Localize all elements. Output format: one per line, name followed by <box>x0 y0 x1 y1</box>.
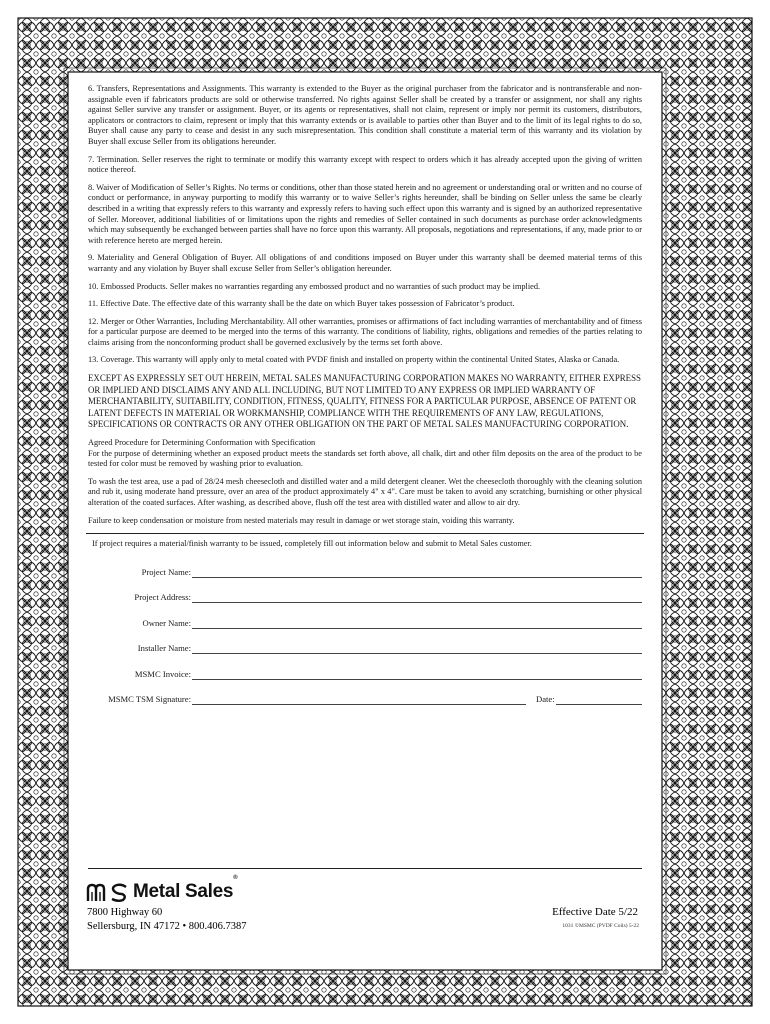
project-name-label: Project Name: <box>141 566 191 577</box>
terms-paragraph-13: 13. Coverage. This warranty will apply only to metal coated with PVDF finish and installed on property within the continental United States, Alaska or Canada. <box>88 355 620 365</box>
terms-paragraph-12: 12. Merger or Other Warranties, Including Merchantability. All other warranties, promises or affirmations of fact including warranties of merchantability and of fitness for a particular purpose are deemed to be merged into the terms of this warranty. The conditions of liability, rights, obligations and remedies of the parties relating to claims arising from the nonconforming product shall be governed exclusively by the terms set forth above. <box>88 316 642 347</box>
tsm-signature-row <box>88 687 642 713</box>
project-address-label: Project Address: <box>134 592 191 603</box>
metal-sales-logo <box>86 875 238 904</box>
ms-logo-icon <box>86 881 130 903</box>
installer-name-row <box>88 636 642 662</box>
owner-name-row <box>88 611 642 637</box>
msmc-invoice-label: MSMC Invoice: <box>134 668 191 679</box>
terms-paragraph-8: 8. Waiver of Modification of Seller’s Rights. No terms or conditions, other than those stated herein and no agreement or understanding oral or written and no course of conduct or performance, in anyway purporting to modify this warranty or to waive Seller’s rights hereunder, shall be binding on Seller unless the same be clearly described in a writing that expressly refers to this warranty and expressly refers to having such effect upon this warranty and is signed by an authorized representative of Seller. Moreover, additional liabilities of or limitations upon the rights and remedies of Seller contained in such documents as purchase order acknowledgments which may subsequently be exchanged between parties shall have no force upon this warranty. All proposals, negotiations and representations, if any, made prior to or with reference hereto are merged herein. <box>88 182 642 245</box>
terms-paragraph-10: 10. Embossed Products. Seller makes no warranties regarding any embossed product and no warranties of such product may be implied. <box>88 281 541 291</box>
footer-divider <box>88 868 642 869</box>
project-name-field[interactable] <box>192 577 642 578</box>
form-intro: If project requires a material/finish warranty to be issued, completely fill out information below and submit to Metal Sales customer. <box>92 539 532 549</box>
terms-paragraph-6: 6. Transfers, Representations and Assignments. This warranty is extended to the Buyer as the original purchaser from the fabricator and is nontransferable and non-assignable even if fabricators products are sold or otherwise transferred. No rights against Seller shall be created by a transfer or assignment, nor shall any rights against Seller survive any transfer or assignment. Buyer, or its agents or representatives, shall not claim, represent or imply nor permit its customers, distributors, applicators or contractors to claim, represent or imply that this warranty extends or is available to parties other than Buyer and to the limit of its legal rights to do so, Buyer shall cause any party to cease and desist in any such misrepresentation. This condition shall constitute a material term of this warranty and its violation by Buyer shall excuse Seller from its obligations hereunder. <box>88 84 642 146</box>
registered-mark: ® <box>233 875 238 881</box>
msmc-invoice-row <box>88 662 642 688</box>
logo-wordmark: Metal Sales® <box>133 875 238 902</box>
date-field[interactable] <box>556 704 642 705</box>
storage-warning: Failure to keep condensation or moisture from nested materials may result in damage or wet storage stain, voiding this warranty. <box>88 515 515 525</box>
msmc-invoice-field[interactable] <box>192 679 642 680</box>
wash-instructions: To wash the test area, use a pad of 28/24 mesh cheesecloth and distilled water and a mild detergent cleaner. Wet the cheesecloth thoroughly with the cleaning solution and rub it, using moderate hand pressure, over an area of the product approximately 4" x 4". Care must be taken to avoid any scratching, burnishing or other physical alteration of the coated surfaces. After washing, as described above, flush off the test area with distilled water and allow to air dry. <box>88 476 642 507</box>
tsm-signature-label: MSMC TSM Signature: <box>108 694 191 705</box>
owner-name-label: Owner Name: <box>142 617 191 628</box>
terms-paragraph-7: 7. Termination. Seller reserves the right to terminate or modify this warranty except with respect to orders which it has already accepted upon the giving of written notice thereof. <box>88 154 642 175</box>
project-address-field[interactable] <box>192 602 642 603</box>
terms-paragraph-9: 9. Materiality and General Obligation of Buyer. All obligations of and conditions imposed on Buyer under this warranty shall be deemed material terms of this warranty and any violation by Buyer shall excuse Seller from Seller’s obligation hereunder. <box>88 253 642 273</box>
warranty-body <box>88 84 642 713</box>
project-name-row <box>88 560 642 586</box>
address-city-phone: Sellersburg, IN 47172 • 800.406.7387 <box>87 921 247 932</box>
procedure-heading: Agreed Procedure for Determining Conformation with Specification <box>88 438 316 448</box>
footer <box>86 875 642 940</box>
installer-name-label: Installer Name: <box>137 643 191 654</box>
owner-name-field[interactable] <box>192 628 642 629</box>
terms-paragraph-11: 11. Effective Date. The effective date of this warranty shall be the date on which Buyer takes possession of Fabricator’s product. <box>88 299 515 309</box>
warranty-disclaimer: EXCEPT AS EXPRESSLY SET OUT HEREIN, METAL SALES MANUFACTURING CORPORATION MAKES NO WARRANTY, EITHER EXPRESS OR IMPLIED AND DISCLAIMS ANY AND ALL INCLUDING, BUT NOT LIMITED TO ANY EXPRESS OR IMPLIED WARRANTY OF MERCHANTABILITY, SUITABILITY, CONDITION, FITNESS, QUALITY, FITNESS FOR A PARTICULAR PURPOSE, ABSENCE OF PATENT OR LATENT DEFECTS IN MATERIAL OR WORKMANSHIP, COMPLIANCE WITH THE REQUIREMENTS OF ANY LAW, REGULATIONS, SPECIFICATIONS OR CONTRACTS OR ANY OTHER OBLIGATION ON THE PART OF METAL SALES MANUFACTURING CORPORATION. <box>88 373 641 430</box>
project-address-row <box>88 585 642 611</box>
procedure-section <box>88 438 642 470</box>
document-code: 1031 ©MSMC (PVDF Coils) 5-22 <box>562 923 639 929</box>
procedure-text: For the purpose of determining whether an exposed product meets the standards set forth above, all chalk, dirt and other film deposits on the area of the product to be tested for color must be removed by washing prior to evaluation. <box>88 448 642 469</box>
effective-date: Effective Date 5/22 <box>552 906 638 918</box>
installer-name-field[interactable] <box>192 653 642 654</box>
address-street: 7800 Highway 60 <box>87 907 163 918</box>
section-divider <box>86 533 644 534</box>
date-label: Date: <box>536 694 555 705</box>
tsm-signature-field[interactable] <box>192 704 526 705</box>
